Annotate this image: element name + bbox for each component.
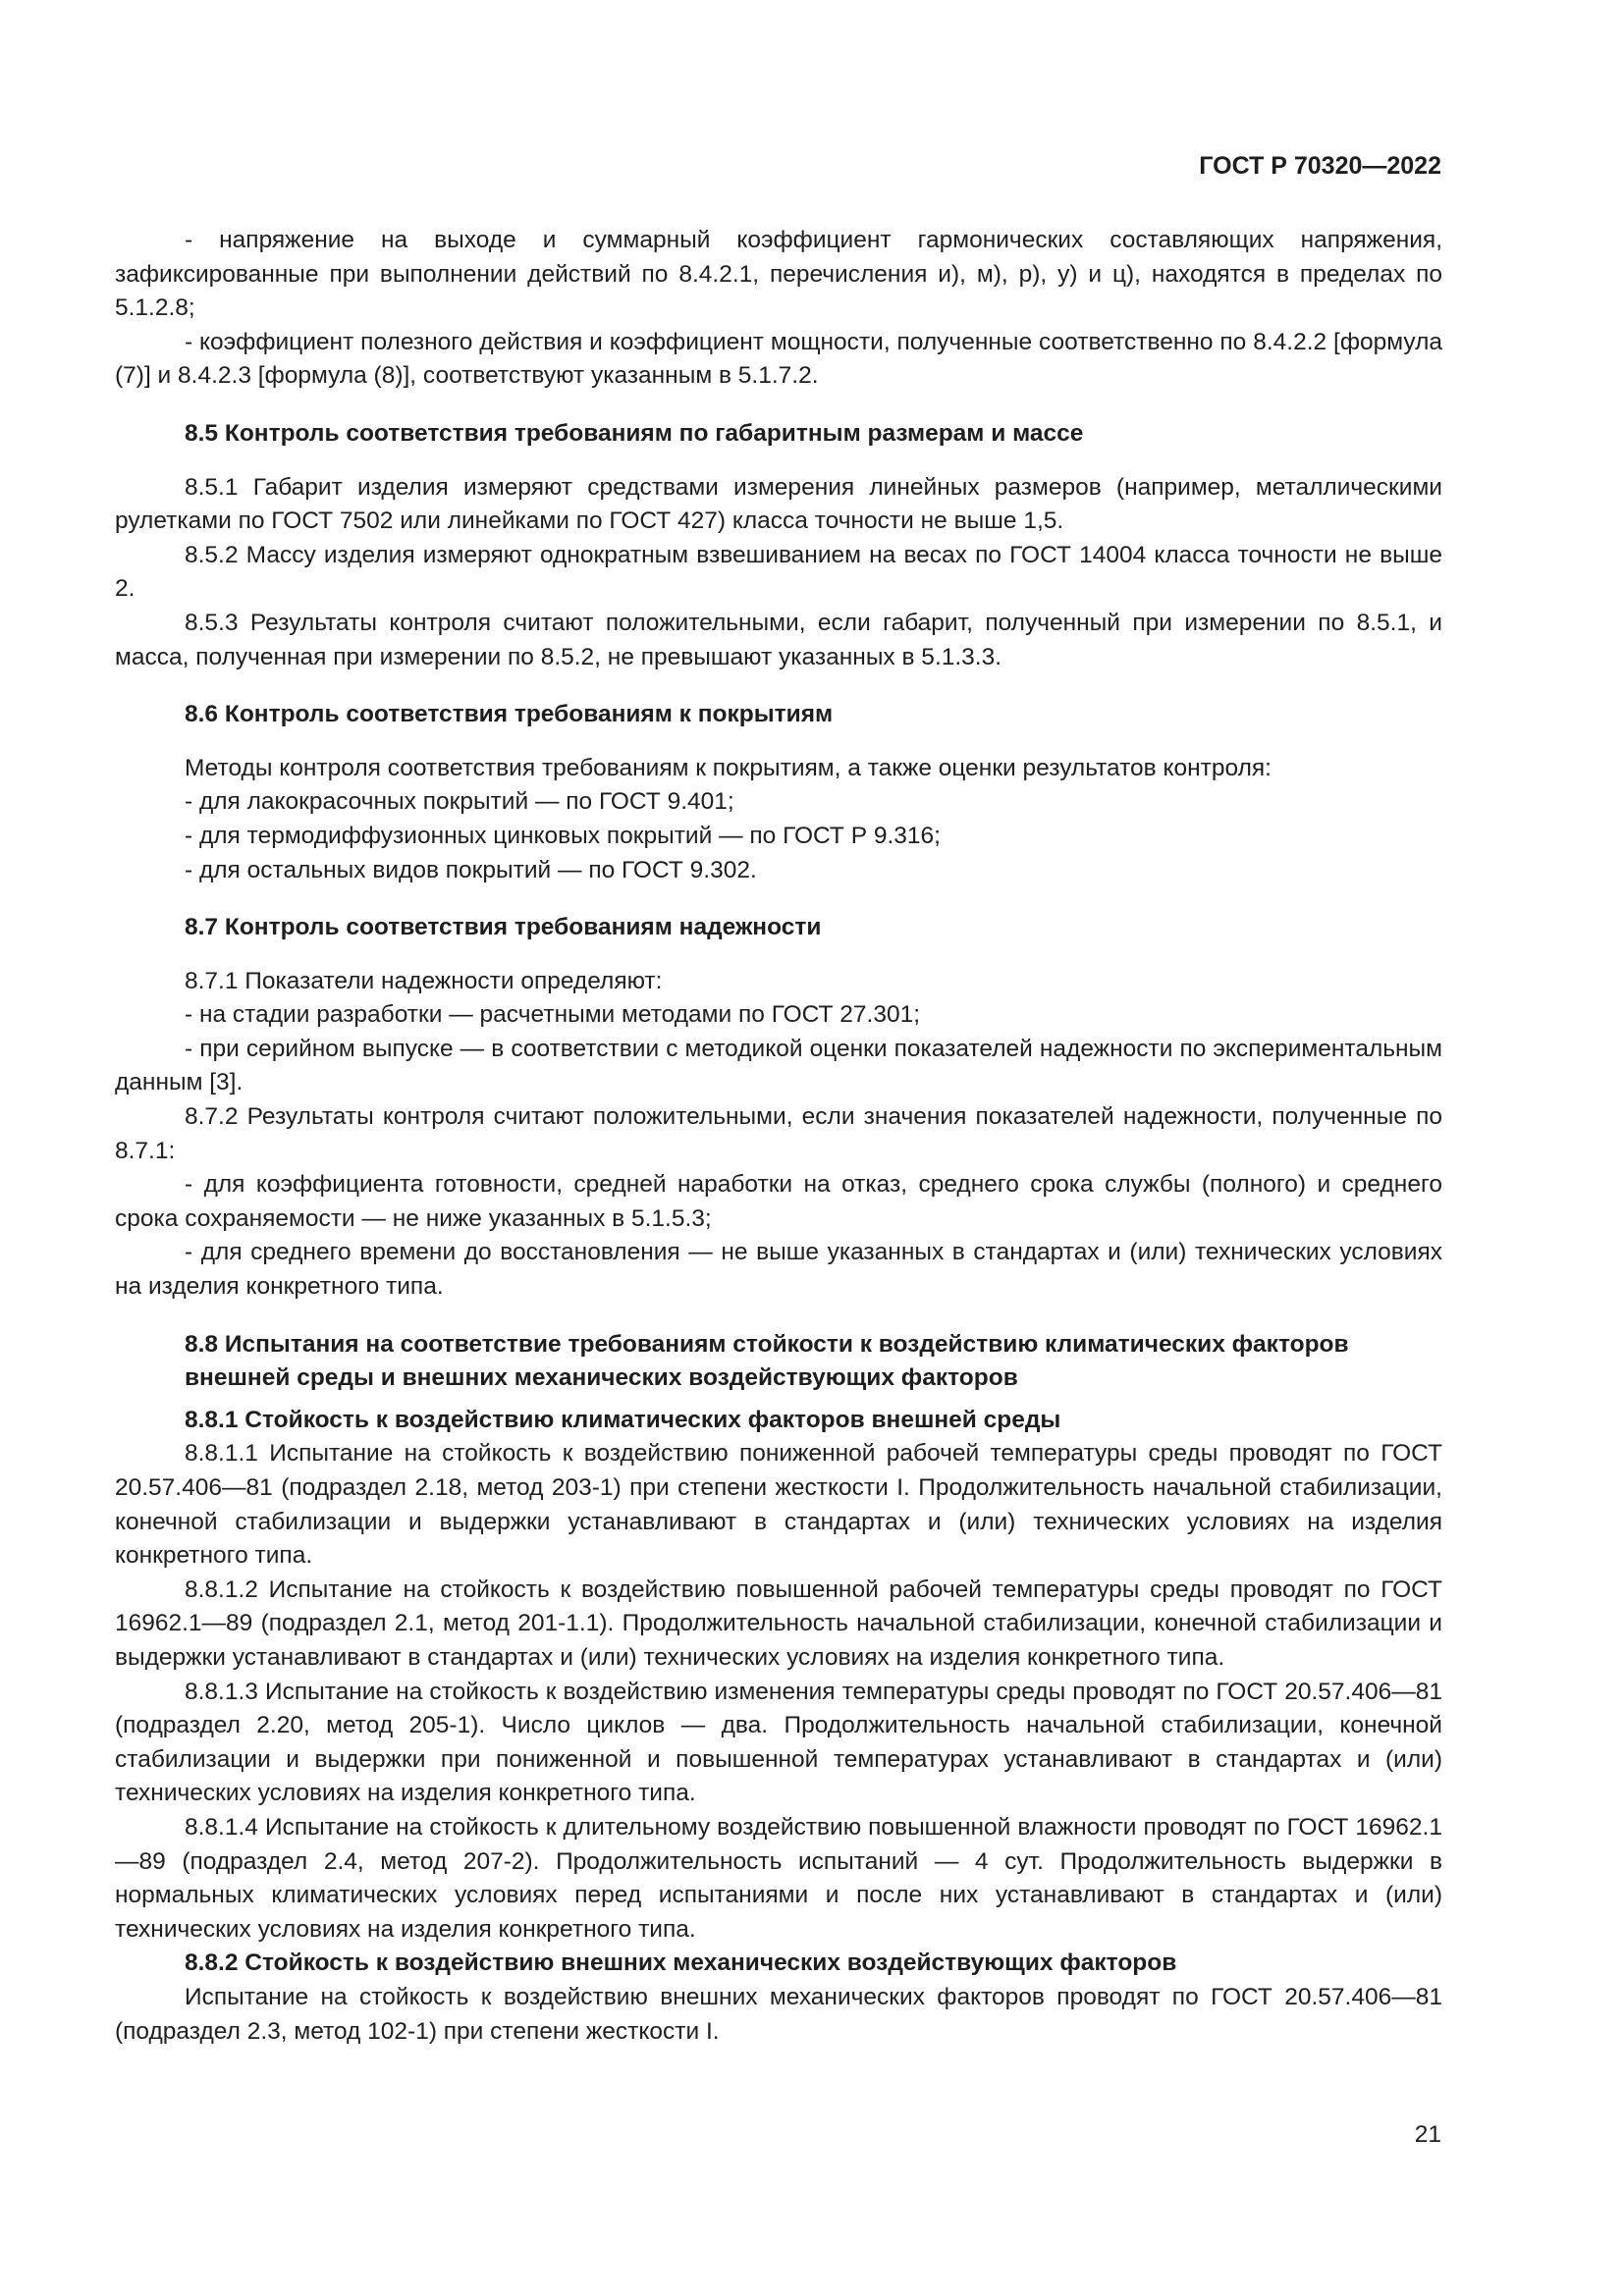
paragraph: - коэффициент полезного действия и коэффициент мощности, полученные соответственно по 8.4.2.2 [формула (7)] и 8.4.2.3 [формула (8)], соответствуют указанным в 5.1.7.2. [115, 328, 1442, 390]
paragraph: 8.5.2 Массу изделия измеряют однократным взвешиванием на весах по ГОСТ 14004 класса точности не выше 2. [115, 541, 1442, 603]
paragraph: 8.7.1 Показатели надежности определяют: [185, 967, 663, 994]
list-item: - для среднего времени до восстановления — не выше указанных в стандартах и (или) технических условиях на изделия конкретного типа. [115, 1239, 1442, 1301]
paragraph: 8.5.1 Габарит изделия измеряют средствами измерения линейных размеров (например, металлическими рулетками по ГОСТ 7502 или линейками по ГОСТ 427) класса точности не выше 1,5. [115, 473, 1442, 535]
paragraph: 8.8.1.1 Испытание на стойкость к воздействию пониженной рабочей температуры среды проводят по ГОСТ 20.57.406—81 (подраздел 2.18, метод 203-1) при степени жесткости I. Продолжительность начальной стабилизации, конечной стабилизации и выдержки устанавливают в стандартах и (или) технических условиях на изделия конкретного типа. [115, 1440, 1442, 1570]
section-heading-8-5: 8.5 Контроль соответствия требованиям по габаритным размерам и массе [185, 419, 1084, 447]
page-number: 21 [1414, 2121, 1441, 2148]
paragraph: Методы контроля соответствия требованиям к покрытиям, а также оценки результатов контроля: [185, 754, 1272, 781]
section-heading-8-6: 8.6 Контроль соответствия требованиям к покрытиям [185, 701, 834, 728]
paragraph: Испытание на стойкость к воздействию внешних механических факторов проводят по ГОСТ 20.57.406—81 (подраздел 2.3, метод 102-1) при степени жесткости I. [115, 1983, 1442, 2045]
subsection-heading-8-8-2: 8.8.2 Стойкость к воздействию внешних механических воздействующих факторов [185, 1949, 1177, 1977]
list-item: - на стадии разработки — расчетными методами по ГОСТ 27.301; [185, 1001, 921, 1029]
document-header: ГОСТ Р 70320—2022 [1199, 152, 1441, 180]
list-item: - для остальных видов покрытий — по ГОСТ 9.302. [185, 856, 757, 883]
paragraph: - напряжение на выходе и суммарный коэффициент гармонических составляющих напряжения, зафиксированные при выполнении действий по 8.4.2.1, перечисления и), м), р), у) и ц), находятся в пределах по 5.1.2.8; [115, 227, 1442, 322]
paragraph: 8.7.2 Результаты контроля считают положительными, если значения показателей надежности, полученные по 8.7.1: [115, 1103, 1442, 1164]
list-item: - при серийном выпуске — в соответствии с методикой оценки показателей надежности по экспериментальным данным [3]. [115, 1035, 1442, 1096]
section-heading-8-8: 8.8 Испытания на соответствие требованиям стойкости к воздействию климатических факторов внешней среды и внешних механических воздействующих факторов [185, 1330, 1349, 1392]
list-item: - для коэффициента готовности, средней наработки на отказ, среднего срока службы (полного) и среднего срока сохраняемости — не ниже указанных в 5.1.5.3; [115, 1171, 1442, 1232]
paragraph: 8.8.1.4 Испытание на стойкость к длительному воздействию повышенной влажности проводят по ГОСТ 16962.1—89 (подраздел 2.4, метод 207-2). Продолжительность испытаний — 4 сут. Продолжительность выдержки в нормальных климатических условиях перед испытаниями и после них устанавливают в стандартах и (или) технических условиях на изделия конкретного типа. [115, 1813, 1442, 1943]
paragraph: 8.8.1.3 Испытание на стойкость к воздействию изменения температуры среды проводят по ГОСТ 20.57.406—81 (подраздел 2.20, метод 205-1). Число циклов — два. Продолжительность начальной стабилизации, конечной стабилизации и выдержки при пониженной и повышенной температурах устанавливают в стандартах и (или) технических условиях на изделия конкретного типа. [115, 1678, 1442, 1807]
list-item: - для термодиффузионных цинковых покрытий — по ГОСТ Р 9.316; [185, 822, 941, 849]
paragraph: 8.5.3 Результаты контроля считают положительными, если габарит, полученный при измерении по 8.5.1, и масса, полученная при измерении по 8.5.2, не превышают указанных в 5.1.3.3. [115, 609, 1442, 670]
subsection-heading-8-8-1: 8.8.1 Стойкость к воздействию климатических факторов внешней среды [185, 1406, 1061, 1433]
section-heading-8-7: 8.7 Контроль соответствия требованиям надежности [185, 914, 822, 941]
list-item: - для лакокрасочных покрытий — по ГОСТ 9.401; [185, 788, 734, 816]
document-body [115, 224, 1442, 2049]
paragraph: 8.8.1.2 Испытание на стойкость к воздействию повышенной рабочей температуры среды проводят по ГОСТ 16962.1—89 (подраздел 2.1, метод 201-1.1). Продолжительность начальной стабилизации, конечной стабилизации и выдержки устанавливают в стандартах и (или) технических условиях на изделия конкретного типа. [115, 1575, 1442, 1671]
